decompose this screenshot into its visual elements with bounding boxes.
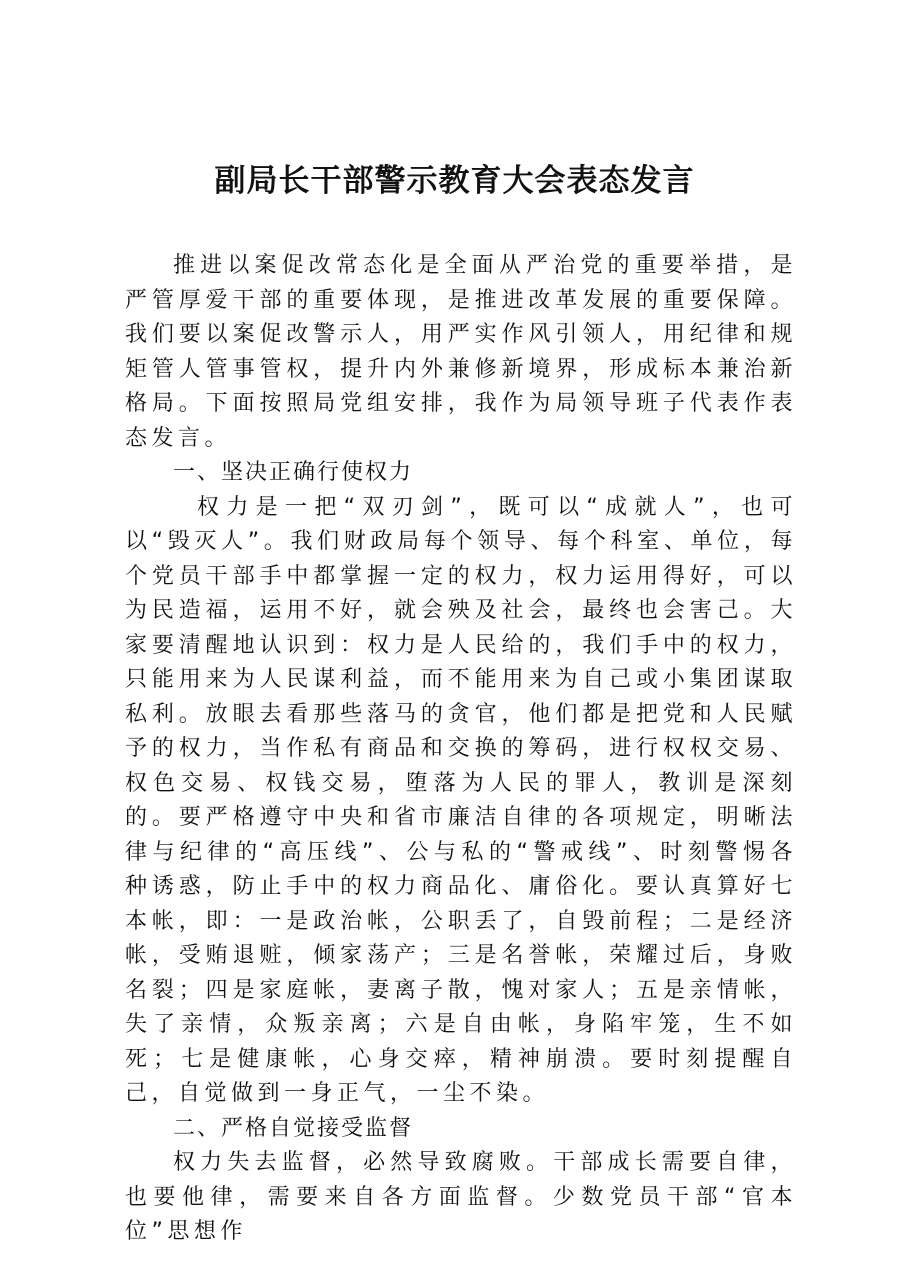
document-body	[125, 249, 797, 1250]
section-2-heading: 二、严格自觉接受监督	[173, 1115, 414, 1141]
section-1-paragraph: 权力是一把“双刃剑”，既可以“成就人”，也可以“毁灭人”。我们财政局每个领导、每个科室、单位，每个党员干部手中都掌握一定的权力，权力运用得好，可以为民造福，运用不好，就会殃及社会，最终也会害己。大家要清醒地认识到：权力是人民给的，我们手中的权力，只能用来为人民谋利益，而不能用来为自己或小集团谋取私利。放眼去看那些落马的贪官，他们都是把党和人民赋予的权力，当作私有商品和交换的筹码，进行权权交易、权色交易、权钱交易，堕落为人民的罪人，教训是深刻的。要严格遵守中央和省市廉洁自律的各项规定，明晰法律与纪律的“高压线”、公与私的“警戒线”、时刻警惕各种诱惑，防止手中的权力商品化、庸俗化。要认真算好七本帐，即：一是政治帐，公职丢了，自毁前程；二是经济帐，受贿退赃，倾家荡产；三是名誉帐，荣耀过后，身败名裂；四是家庭帐，妻离子散，愧对家人；五是亲情帐，失了亲情，众叛亲离；六是自由帐，身陷牢笼，生不如死；七是健康帐，心身交瘁，精神崩溃。要时刻提醒自己，自觉做到一身正气，一尘不染。	[125, 494, 797, 1106]
section-1-heading: 一、坚决正确行使权力	[173, 460, 414, 485]
section-2-paragraph: 权力失去监督，必然导致腐败。干部成长需要自律，也要他律，需要来自各方面监督。少数党员干部“官本位”思想作	[125, 1150, 797, 1244]
intro-paragraph: 推进以案促改常态化是全面从严治党的重要举措，是严管厚爱干部的重要体现，是推进改革发展的重要保障。我们要以案促改警示人，用严实作风引领人，用纪律和规矩管人管事管权，提升内外兼修新境界，形成标本兼治新格局。下面按照局党组安排，我作为局领导班子代表作表态发言。	[125, 253, 797, 451]
document-title: 副局长干部警示教育大会表态发言	[214, 163, 695, 199]
